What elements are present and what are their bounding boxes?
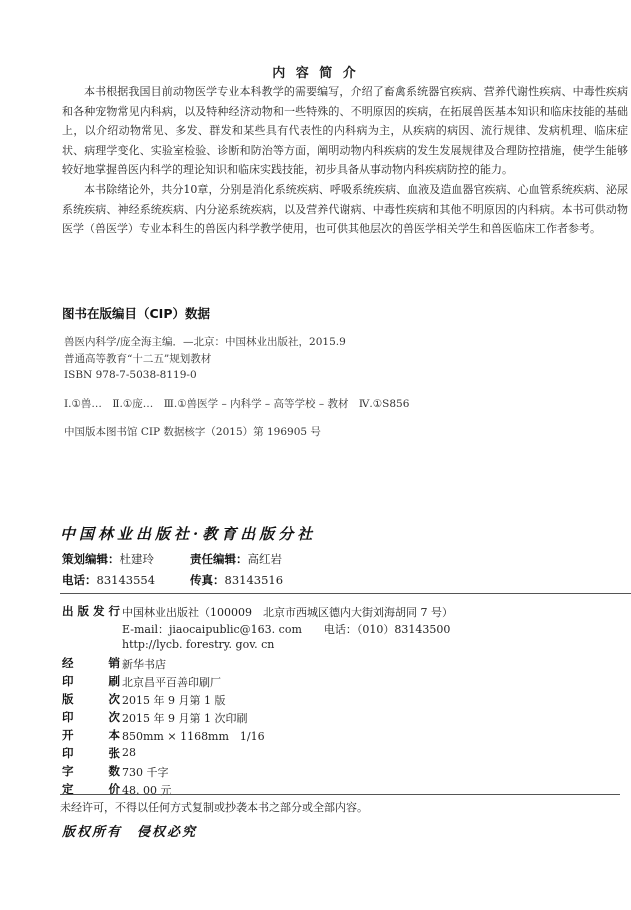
rights-reserved: 版权所有 侵权必究	[62, 825, 198, 840]
detail-label-char: 印	[62, 746, 74, 760]
planning-editor	[62, 551, 154, 567]
detail-label-char: 字	[62, 764, 74, 778]
detail-value: 2015 年 9 月第 1 次印刷	[122, 712, 248, 725]
detail-label-char: 定	[62, 782, 74, 796]
phone	[62, 572, 155, 588]
detail-label-char: 本	[108, 728, 120, 742]
detail-label-char: 行	[108, 604, 120, 618]
summary-paragraph-1: 本书根据我国目前动物医学专业本科教学的需要编写，介绍了畜禽系统器官疾病、营养代谢性疾病、中毒性疾病和各种宠物常见内科病，以及特种经济动物和一些特殊的、不明原因的疾病，在拓展兽医基本知识和临床技能的基础上，以介绍动物常见、多发、群发和某些具有代表性的内科病为主，从疾病的病因、流行规律、发病机理、临床症状、病理学变化、实验室检验、诊断和防治等方面，阐明动物内科疾病的发生发展规律及合理防控措施，使学生能够较好地掌握兽医内科学的理论知识和临床实践技能，初步具备从事动物内科疾病防控的能力。	[62, 85, 628, 177]
detail-label	[62, 691, 120, 707]
detail-label-char: 经	[62, 656, 74, 670]
summary-title: 内 容 简 介	[272, 66, 359, 81]
copyright-notice: 未经许可，不得以任何方式复制或抄袭本书之部分或全部内容。	[60, 801, 368, 814]
phone-label: 电话：	[62, 573, 97, 587]
detail-label-char: 印	[62, 674, 74, 688]
detail-value: 48. 00 元	[122, 784, 172, 797]
detail-label-char: 刷	[108, 674, 120, 688]
responsible-editor	[190, 551, 282, 567]
publisher-name: 中国林业出版社·教育出版分社	[60, 525, 317, 543]
detail-value: 2015 年 9 月第 1 版	[122, 694, 226, 707]
detail-label-char: 数	[108, 764, 120, 778]
summary-body	[62, 82, 628, 239]
detail-label-char: 开	[62, 728, 74, 742]
responsible-editor-label: 责任编辑：	[190, 552, 248, 566]
detail-label	[62, 727, 120, 743]
detail-label-char: 次	[108, 692, 120, 706]
summary-paragraph-2: 本书除绪论外，共分10章，分别是消化系统疾病、呼吸系统疾病、血液及造血器官疾病、心血管系统疾病、泌尿系统疾病、神经系统疾病、内分泌系统疾病，以及营养代谢病、中毒性疾病和其他不明原因的内科病。本书可供动物医学（兽医学）专业本科生的兽医内科学教学使用，也可供其他层次的兽医学相关学生和兽医临床工作者参考。	[62, 182, 628, 236]
cip-line-record-number: 中国版本图书馆 CIP 数据核字（2015）第 196905 号	[64, 426, 321, 438]
phone-value: 83143554	[96, 573, 156, 587]
divider-top	[60, 593, 631, 594]
cip-heading: 图书在版编目（CIP）数据	[62, 306, 210, 321]
detail-value: 850mm × 1168mm 1/16	[122, 730, 265, 743]
fax-value: 83143516	[224, 573, 284, 587]
detail-label-char: 销	[108, 656, 120, 670]
detail-label-char: 印	[62, 710, 74, 724]
detail-value: http://lycb. forestry. gov. cn	[122, 638, 275, 651]
detail-label-char: 张	[108, 746, 120, 760]
responsible-editor-value: 高红岩	[247, 552, 282, 566]
detail-label	[62, 745, 120, 761]
detail-label-char: 发	[93, 604, 105, 618]
fax-label: 传真：	[190, 573, 225, 587]
detail-label	[62, 655, 120, 671]
cip-line-isbn: ISBN 978-7-5038-8119-0	[64, 369, 197, 381]
fax	[190, 572, 283, 588]
detail-value: 中国林业出版社（100009 北京市西城区德内大街刘海胡同 7 号）	[122, 606, 453, 619]
detail-label	[62, 709, 120, 725]
planning-editor-label: 策划编辑：	[62, 552, 120, 566]
detail-label	[62, 763, 120, 779]
detail-value: 新华书店	[122, 658, 166, 671]
detail-value: 28	[122, 746, 136, 759]
cip-line-classification: Ⅰ.①兽… Ⅱ.①庞… Ⅲ.①兽医学 – 内科学 – 高等学校 – 教材 Ⅳ.①S856	[64, 398, 410, 410]
detail-value: E-mail：jiaocaipublic@163. com 电话：（010）83143500	[122, 623, 451, 636]
detail-label-char: 版	[77, 604, 89, 618]
divider-bottom	[60, 794, 620, 795]
detail-label-char: 价	[108, 782, 120, 796]
cip-line-title: 兽医内科学/庞全海主编．—北京：中国林业出版社，2015.9	[64, 336, 346, 348]
detail-label-char: 版	[62, 692, 74, 706]
planning-editor-value: 杜建玲	[119, 552, 154, 566]
detail-label-char: 次	[108, 710, 120, 724]
detail-label	[62, 603, 120, 619]
detail-label-char: 出	[62, 604, 74, 618]
cip-line-series: 普通高等教育“十二五”规划教材	[64, 353, 212, 365]
detail-value: 730 千字	[122, 766, 169, 779]
detail-value: 北京昌平百善印刷厂	[122, 676, 221, 689]
detail-label	[62, 673, 120, 689]
